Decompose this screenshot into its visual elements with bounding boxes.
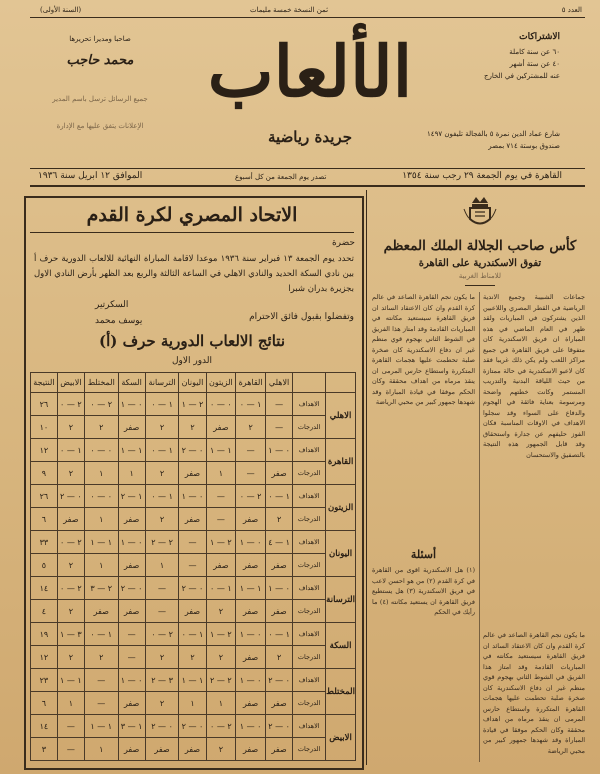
- result-cell: ٢: [57, 462, 84, 485]
- result-cell: —: [118, 646, 145, 669]
- team-name-cell: المختلط: [326, 669, 356, 715]
- result-cell: ٠ — ١: [266, 577, 293, 600]
- result-cell: —: [84, 692, 118, 715]
- result-cell: ١ — ٠: [84, 623, 118, 646]
- table-row: [31, 692, 356, 715]
- result-cell: ٣٣: [31, 531, 58, 554]
- row-sub-label: الاهداف: [293, 669, 326, 692]
- result-cell: ١: [84, 462, 118, 485]
- row-sub-label: الدرجات: [293, 416, 326, 439]
- team-name-cell: اليونان: [326, 531, 356, 577]
- article-column-right: جماعات الشبيبة وجميع الاندية الرياضية في القطر المصري واللاعبين الذين يشتركون في المباريات ولقد ظهر في العام الماضي في هذه المباراة ان فريق الاسكندرية كان متفوقا على فريق القاهرة في جميع مراكز اللعب ولم يكن ذلك غريبا فقد كان لاعبو الاسكندرية في حالة ممتازة من حيث اللياقة البدنية والتدريب المستمر وكانت خطتهم واضحة ومرسومة بعناية فائقة في الهجوم والدفاع على السواء وقد سجلوا الاهداف في الاوقات المناسبة فكان الفوز حليفهم عن جدارة واستحقاق وقد قابل الجمهور هذه النتيجة بالتصفيق والاستحسان: [483, 293, 585, 459]
- result-cell: ١ — ١: [179, 669, 206, 692]
- row-sub-label: الدرجات: [293, 462, 326, 485]
- subscription-line-2: ٤٠ عن ستة أشهر: [509, 60, 560, 68]
- result-cell: ١: [84, 738, 118, 761]
- result-cell: —: [145, 600, 179, 623]
- notice-title: الاتحاد المصري لكرة القدم: [86, 204, 298, 226]
- result-cell: —: [266, 416, 293, 439]
- result-cell: —: [57, 715, 84, 738]
- result-cell: صفر: [179, 738, 206, 761]
- result-cell: ٣: [31, 738, 58, 761]
- result-cell: صفر: [206, 554, 236, 577]
- result-cell: —: [179, 554, 206, 577]
- col-header-sekka: السكة: [118, 373, 145, 393]
- row-sub-label: الاهداف: [293, 577, 326, 600]
- result-cell: ٢: [145, 692, 179, 715]
- result-cell: صفر: [266, 600, 293, 623]
- result-cell: ٢: [145, 416, 179, 439]
- article-subheadline: تفوق الاسكندرية على القاهرة: [418, 258, 542, 269]
- col-header-zeitoun: الزيتون: [206, 373, 236, 393]
- result-cell: ١٤: [31, 715, 58, 738]
- result-cell: صفر: [179, 508, 206, 531]
- col-header-sub: [293, 373, 326, 393]
- result-cell: ٢: [57, 554, 84, 577]
- result-cell: ١ — ٠: [57, 439, 84, 462]
- notice-signature: يوسف محمد: [95, 316, 143, 326]
- result-cell: صفر: [145, 738, 179, 761]
- result-cell: ١: [84, 508, 118, 531]
- subscription-line-3: عنه للمشتركين في الخارج: [483, 72, 560, 80]
- result-cell: صفر: [236, 600, 266, 623]
- result-cell: ١٢: [31, 439, 58, 462]
- result-cell: ١: [118, 462, 145, 485]
- result-cell: ١ — ٠: [145, 393, 179, 416]
- row-sub-label: الدرجات: [293, 600, 326, 623]
- result-cell: ٢٦: [31, 485, 58, 508]
- team-name-cell: الاهلي: [326, 393, 356, 439]
- result-cell: ٠ — ١: [266, 439, 293, 462]
- result-cell: ٢٦: [31, 393, 58, 416]
- notice-salutation: حضرة: [331, 238, 355, 248]
- row-sub-label: الدرجات: [293, 646, 326, 669]
- table-row: [31, 577, 356, 600]
- result-cell: ٢: [145, 646, 179, 669]
- result-cell: ١ — ٤: [266, 531, 293, 554]
- col-header-greek: اليونان: [179, 373, 206, 393]
- result-cell: ٢ — ١: [206, 623, 236, 646]
- result-cell: ٠ — ٠: [84, 485, 118, 508]
- result-cell: ١ — ١: [236, 577, 266, 600]
- result-cell: ٢ — ٠: [84, 393, 118, 416]
- address-line-2: صندوق بوستة ٧١٤ بمصر: [488, 142, 560, 150]
- table-row: [31, 462, 356, 485]
- table-row: [31, 715, 356, 738]
- col-header-mokhtalat: المختلط: [84, 373, 118, 393]
- notice-body: تحدد يوم الجمعة ١٣ فبراير سنة ١٩٣٦ موعدا لاقامة المباراة النهائية للالعاب الدورية حرف أ بين نادي السكة الحديد والنادي الاهلي في الساعة الثالثة والربع بعد الظهر بأرض النادي الاول بجزيرة بدران شبرا: [34, 254, 354, 294]
- result-cell: ١ — ١: [206, 439, 236, 462]
- result-cell: ١ — ١: [57, 669, 84, 692]
- result-cell: ٩: [31, 462, 58, 485]
- row-sub-label: الاهداف: [293, 531, 326, 554]
- col-header-team: [326, 373, 356, 393]
- result-cell: ١ — ٠: [179, 623, 206, 646]
- result-cell: ٢ — ٢: [206, 669, 236, 692]
- result-cell: ٢: [84, 646, 118, 669]
- results-header-row: [31, 373, 356, 393]
- result-cell: صفر: [179, 462, 206, 485]
- result-cell: ٥: [31, 554, 58, 577]
- result-cell: —: [84, 669, 118, 692]
- results-title: نتائج الالعاب الدورية حرف (أ): [98, 332, 285, 350]
- result-cell: صفر: [236, 554, 266, 577]
- result-cell: ٣ — ٢: [145, 669, 179, 692]
- result-cell: صفر: [206, 416, 236, 439]
- result-cell: ٢ — ٠: [206, 715, 236, 738]
- result-cell: ١٩: [31, 623, 58, 646]
- result-cell: —: [266, 393, 293, 416]
- result-cell: —: [57, 738, 84, 761]
- dateline-frequency: تصدر يوم الجمعة من كل أسبوع: [235, 173, 327, 181]
- result-cell: صفر: [236, 508, 266, 531]
- result-cell: ١ — ٠: [206, 577, 236, 600]
- row-sub-label: الاهداف: [293, 715, 326, 738]
- result-cell: ١ — ٠: [266, 485, 293, 508]
- subscription-line-1: ٦٠ عن سنة كاملة: [509, 48, 560, 56]
- result-cell: ١ — ١: [118, 439, 145, 462]
- result-cell: ٠ — ٢: [179, 439, 206, 462]
- result-cell: ١: [206, 462, 236, 485]
- notice-secretary: السكرتير: [95, 300, 129, 310]
- table-row: [31, 393, 356, 416]
- result-cell: ٠ — ٢: [145, 715, 179, 738]
- result-cell: صفر: [179, 600, 206, 623]
- result-cell: ٠ — ١: [179, 485, 206, 508]
- owner-name: محمد حاجب: [66, 53, 134, 68]
- table-row: [31, 646, 356, 669]
- result-cell: ٠ — ١: [118, 669, 145, 692]
- result-cell: ٢ — ٠: [57, 577, 84, 600]
- result-cell: ٦: [31, 508, 58, 531]
- result-cell: ٠ — ٢: [266, 669, 293, 692]
- table-row: [31, 485, 356, 508]
- col-header-ahly: الاهلي: [266, 373, 293, 393]
- col-header-abyad: الابيض: [57, 373, 84, 393]
- questions-title: أسئلة: [410, 548, 437, 561]
- result-cell: —: [206, 485, 236, 508]
- result-cell: —: [206, 508, 236, 531]
- result-cell: ٢: [266, 646, 293, 669]
- result-cell: ٢ — ٠: [57, 393, 84, 416]
- result-cell: ٢: [145, 508, 179, 531]
- col-header-cairo: القاهرة: [236, 373, 266, 393]
- team-name-cell: الابيض: [326, 715, 356, 761]
- result-cell: ١ — ٠: [266, 623, 293, 646]
- result-cell: ١ — ١: [84, 531, 118, 554]
- result-cell: ٠ — ١: [236, 715, 266, 738]
- result-cell: —: [145, 577, 179, 600]
- result-cell: ٠ — ٢: [118, 577, 145, 600]
- result-cell: ١٤: [31, 577, 58, 600]
- result-cell: ٠ — ١: [118, 393, 145, 416]
- result-cell: ٠ — ١: [236, 669, 266, 692]
- result-cell: ٢ — ٠: [236, 485, 266, 508]
- questions-text: (١) هل الاسكندرية اقوى من القاهرة في كرة القدم (٢) من هو احسن لاعب في فريق الاسكندرية (٣) هل يستطيع فريق القاهرة ان يستعيد مكانته (٤) ما رأيك في الحكم: [372, 566, 475, 616]
- result-cell: ١ — ٠: [236, 393, 266, 416]
- article-headline: كأس صاحب الجلالة الملك المعظم: [383, 238, 577, 254]
- result-cell: ٠ — ٢: [266, 715, 293, 738]
- result-cell: ٠ — ٢: [179, 577, 206, 600]
- team-name-cell: السكة: [326, 623, 356, 669]
- result-cell: ٢: [57, 646, 84, 669]
- result-cell: ٠ — ٢: [179, 715, 206, 738]
- result-cell: ١٠: [31, 416, 58, 439]
- result-cell: ٢ — ٠: [145, 623, 179, 646]
- result-cell: ١٢: [31, 646, 58, 669]
- result-cell: ٢: [57, 416, 84, 439]
- team-name-cell: الزيتون: [326, 485, 356, 531]
- result-cell: ٠ — ١: [118, 531, 145, 554]
- royal-crest-icon: [460, 195, 500, 229]
- notice-closing: وتفضلوا بقبول فائق الاحترام: [249, 312, 354, 322]
- year-label: (السنة الأولى): [40, 6, 82, 14]
- result-cell: ٢: [57, 600, 84, 623]
- issue-number: العدد ٥: [561, 6, 582, 14]
- result-cell: صفر: [266, 554, 293, 577]
- result-cell: صفر: [236, 692, 266, 715]
- result-cell: ١ — ٣: [118, 715, 145, 738]
- result-cell: ١ — ٠: [145, 439, 179, 462]
- article-column-left: ما يكون نجم القاهرة الصاعد في عالم كرة القدم وان كان الاعتقاد السائد ان فريق القاهرة سيستعيد مكانته في المباريات القادمة وقد امتاز هذا الفريق في الشوط الثاني بهجوم قوي منظم غير ان دفاع الاسكندرية كان صخرة صلبة تحطمت عليها هجمات القاهرة المتكررة واستطاع حارس المرمى ان ينقذ مرماه من اهداف محققة وكان الحكم موفقا في قيادة المباراة وقد شهدها جمهور كبير من محبي الرياضة: [372, 293, 475, 406]
- result-cell: ١ — ١: [84, 715, 118, 738]
- result-cell: ٢: [206, 738, 236, 761]
- price-note: ثمن النسخة خمسة مليمات: [250, 6, 329, 14]
- result-cell: صفر: [266, 462, 293, 485]
- team-name-cell: الترسانة: [326, 577, 356, 623]
- result-cell: ١: [84, 554, 118, 577]
- table-row: [31, 738, 356, 761]
- address-line-1: شارع عماد الدين نمرة ٥ بالفجالة تليفون ١٤٩٧: [427, 130, 560, 138]
- result-cell: —: [118, 623, 145, 646]
- result-cell: ٢: [84, 416, 118, 439]
- result-cell: صفر: [118, 554, 145, 577]
- result-cell: صفر: [236, 738, 266, 761]
- result-cell: ٢ — ٢: [145, 531, 179, 554]
- row-sub-label: الاهداف: [293, 623, 326, 646]
- result-cell: ٦: [31, 692, 58, 715]
- table-row: [31, 554, 356, 577]
- dateline-hijri: القاهرة في يوم الجمعة ٢٩ رجب سنة ١٣٥٤: [402, 171, 562, 181]
- result-cell: ٠ — ١: [236, 623, 266, 646]
- row-sub-label: الاهداف: [293, 439, 326, 462]
- result-cell: ١: [179, 692, 206, 715]
- result-cell: ٢: [179, 416, 206, 439]
- result-cell: —: [236, 439, 266, 462]
- row-sub-label: الاهداف: [293, 485, 326, 508]
- table-row: [31, 508, 356, 531]
- result-cell: ٢ — ١: [206, 531, 236, 554]
- result-cell: ٤: [31, 600, 58, 623]
- row-sub-label: الدرجات: [293, 508, 326, 531]
- result-cell: صفر: [266, 738, 293, 761]
- result-cell: ٢ — ١: [179, 393, 206, 416]
- row-sub-label: الدرجات: [293, 692, 326, 715]
- owners-label: صاحبا ومديرا تحريرها: [69, 35, 131, 43]
- result-cell: ٢: [206, 646, 236, 669]
- result-cell: ٢: [145, 462, 179, 485]
- result-cell: —: [179, 531, 206, 554]
- result-cell: صفر: [84, 600, 118, 623]
- table-row: [31, 439, 356, 462]
- result-cell: ١: [57, 692, 84, 715]
- col-header-result: النتيجة: [31, 373, 58, 393]
- row-sub-label: الدرجات: [293, 554, 326, 577]
- result-cell: ١ — ٢: [118, 485, 145, 508]
- results-round: الدور الاول: [171, 356, 213, 366]
- result-cell: —: [236, 462, 266, 485]
- result-cell: ٢ — ٠: [57, 531, 84, 554]
- result-cell: ٢: [236, 416, 266, 439]
- result-cell: ٢٣: [31, 669, 58, 692]
- result-cell: صفر: [236, 646, 266, 669]
- row-sub-label: الاهداف: [293, 393, 326, 416]
- result-cell: صفر: [118, 508, 145, 531]
- dateline-gregorian: الموافق ١٢ ابريل سنة ١٩٣٦: [38, 171, 143, 181]
- table-row: [31, 600, 356, 623]
- table-row: [31, 531, 356, 554]
- ads-note: الإعلانات يتفق عليها مع الإدارة: [56, 122, 144, 130]
- col-header-tersana: الترسانة: [145, 373, 179, 393]
- result-cell: صفر: [57, 508, 84, 531]
- result-cell: ٢: [266, 508, 293, 531]
- article-note: للامناط الغربية: [458, 272, 502, 280]
- result-cell: ٢ — ٣: [84, 577, 118, 600]
- result-cell: ٣ — ١: [57, 623, 84, 646]
- result-cell: ١: [206, 692, 236, 715]
- result-cell: ١: [145, 554, 179, 577]
- table-row: [31, 416, 356, 439]
- result-cell: صفر: [118, 692, 145, 715]
- result-cell: صفر: [118, 600, 145, 623]
- result-cell: صفر: [118, 738, 145, 761]
- newspaper-subtitle: جريدة رياضية: [268, 128, 352, 146]
- result-cell: ١ — ٠: [145, 485, 179, 508]
- row-sub-label: الدرجات: [293, 738, 326, 761]
- article-column-right-continued: ما يكون نجم القاهرة الصاعد في عالم كرة القدم وان كان الاعتقاد السائد ان فريق القاهرة سيستعيد مكانته في المباريات القادمة وقد امتاز هذا الفريق في الشوط الثاني بهجوم قوي منظم غير ان دفاع الاسكندرية كان صخرة صلبة تحطمت عليها هجمات القاهرة المتكررة واستطاع حارس المرمى ان ينقذ مرماه من اهداف محققة وكان الحكم موفقا في قيادة المباراة وقد شهدها جمهور كبير من محبي الرياضة: [483, 631, 585, 755]
- result-cell: ٠ — ١: [236, 531, 266, 554]
- result-cell: ٠ — ٠: [84, 439, 118, 462]
- team-name-cell: القاهرة: [326, 439, 356, 485]
- subscriptions-title: الاشتراكات: [519, 32, 560, 42]
- table-row: [31, 623, 356, 646]
- newspaper-title: الألعاب: [207, 30, 413, 113]
- result-cell: ٠ — ٠: [206, 393, 236, 416]
- results-table: [30, 372, 356, 761]
- table-row: [31, 669, 356, 692]
- result-cell: صفر: [266, 692, 293, 715]
- result-cell: ٢: [179, 646, 206, 669]
- result-cell: ٢: [206, 600, 236, 623]
- result-cell: صفر: [118, 416, 145, 439]
- correspondence-note: جميع الرسائل ترسل باسم المدير: [52, 95, 148, 103]
- result-cell: ٠ — ٢: [57, 485, 84, 508]
